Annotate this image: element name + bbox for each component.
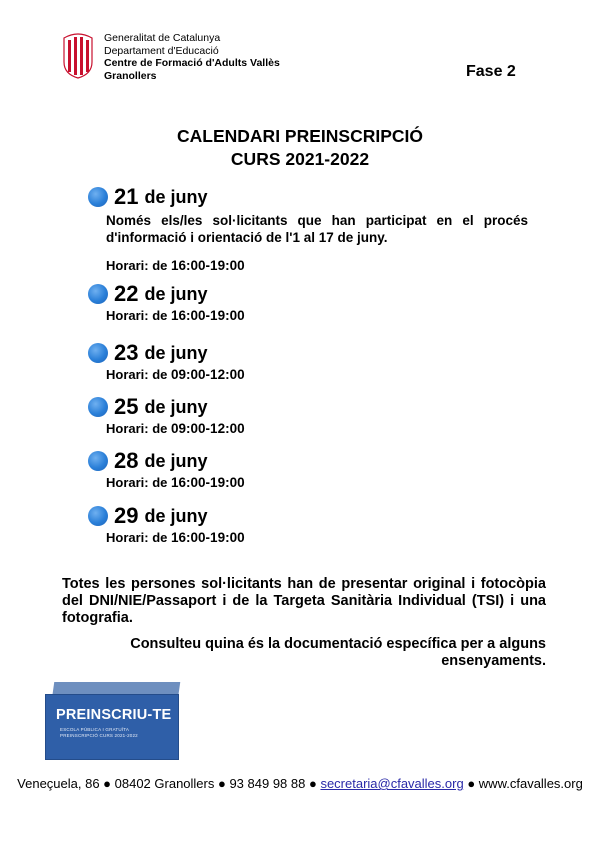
entry-date [88,394,528,420]
org-line-city: Granollers [104,69,157,82]
bullet-icon [88,397,108,417]
hours-label: Horari: de [106,475,168,490]
phase-label: Fase 2 [466,63,516,80]
org-line-department: Departament d'Educació [104,44,219,57]
calendar-entry [88,281,528,323]
bullet-icon [88,343,108,363]
entry-hours [106,258,528,273]
entry-month: de juny [144,186,208,207]
requirements-paragraph: Totes les persones sol·licitants han de presentar original i fotocòpia del DNI/NIE/Passaport i de la Targeta Sanitària Individual (TSI) i una fotografia. [62,576,546,626]
org-line-generalitat: Generalitat de Catalunya [104,32,221,44]
entry-date [88,340,528,366]
consult-paragraph: Consulteu quina és la documentació específica per a alguns ensenyaments. [130,636,546,669]
entry-hours [106,308,528,323]
footer-email-link[interactable]: secretaria@cfavalles.org [320,776,464,791]
org-line-centre: Centre de Formació d'Adults Vallès [104,57,280,69]
hours-value: 16:00-19:00 [171,475,245,490]
entry-date [88,184,528,210]
entry-month: de juny [144,450,208,471]
hours-label: Horari: de [106,421,168,436]
calendar-entry [88,340,528,382]
page-subtitle: CURS 2021-2022 [230,149,370,169]
calendar-entry [88,394,528,436]
entry-hours [106,530,528,545]
entry-day: 21 [114,184,139,209]
entry-month: de juny [144,396,208,417]
entry-day: 25 [114,394,139,419]
entry-day: 22 [114,281,139,306]
entry-day: 28 [114,448,139,473]
entry-month: de juny [144,283,208,304]
calendar-entry [88,503,528,545]
calendar-entry [88,448,528,490]
entry-hours [106,367,528,382]
entry-note: Només els/les sol·licitants que han participat en el procés d'informació i orientació de l'1 al 17 de juny. [106,213,528,245]
bullet-icon [88,506,108,526]
entry-day: 23 [114,340,139,365]
badge-title: PREINSCRIU-TE [56,707,172,723]
badge-subtitle-2: PREINSCRIPCIÓ CURS 2021-2022 [60,733,138,738]
entry-hours [106,475,528,490]
entry-date [88,281,528,307]
hours-label: Horari: de [106,530,168,545]
entry-hours [106,421,528,436]
hours-value: 09:00-12:00 [171,367,245,382]
organization-block [104,32,280,82]
entry-month: de juny [144,505,208,526]
hours-value: 09:00-12:00 [171,421,245,436]
hours-value: 16:00-19:00 [171,258,245,273]
bullet-icon [88,284,108,304]
entry-month: de juny [144,342,208,363]
footer-address: Veneçuela, 86 ● 08402 Granollers ● 93 849 98 88 ● [17,776,317,791]
bullet-icon [88,187,108,207]
entry-day: 29 [114,503,139,528]
hours-label: Horari: de [106,308,168,323]
footer-contact [0,776,600,791]
preinscriu-badge [45,682,181,762]
page-title: CALENDARI PREINSCRIPCIÓ [177,126,423,146]
hours-value: 16:00-19:00 [171,308,245,323]
bullet-icon [88,451,108,471]
entry-date [88,448,528,474]
hours-label: Horari: de [106,258,168,273]
hours-value: 16:00-19:00 [171,530,245,545]
footer-website[interactable]: ● www.cfavalles.org [467,776,583,791]
badge-subtitle-1: ESCOLA PÚBLICA I GRATUÏTA [60,727,130,732]
calendar-entry [88,184,528,273]
hours-label: Horari: de [106,367,168,382]
badge-front-card [45,694,179,760]
generalitat-logo [60,32,96,80]
entry-date [88,503,528,529]
